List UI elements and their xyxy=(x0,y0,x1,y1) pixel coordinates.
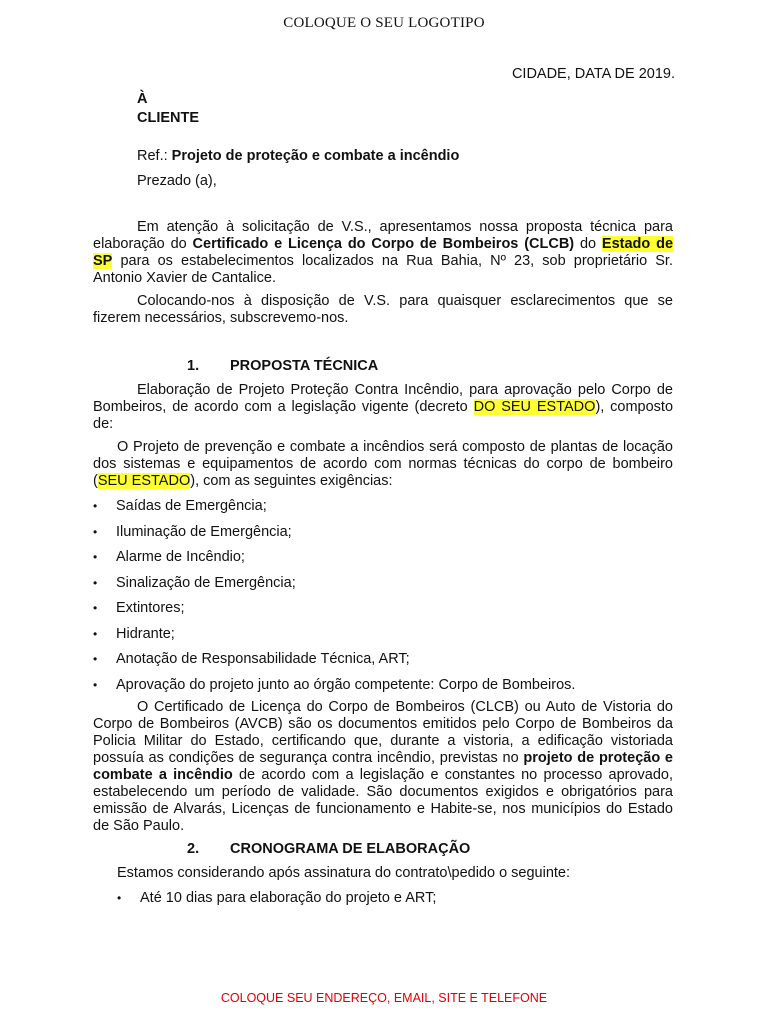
list-item: • Saídas de Emergência; xyxy=(93,498,693,524)
s1p2-highlight: SEU ESTADO xyxy=(97,473,191,489)
greeting: Prezado (a), xyxy=(137,173,217,189)
requirements-list xyxy=(93,498,693,702)
intro-paragraph-2: Colocando-nos à disposição de V.S. para quaisquer esclarecimentos que se fizerem necessários, subscrevemo-nos. xyxy=(93,293,673,326)
section-1-paragraph-3 xyxy=(93,699,673,835)
intro-text-c: para os estabelecimentos localizados na Rua Bahia, Nº 23, sob proprietário Sr. Antonio Xavier de Cantalice. xyxy=(93,253,673,286)
section-1-title: PROPOSTA TÉCNICA xyxy=(230,358,379,374)
recipient-line-1: À xyxy=(137,91,148,107)
schedule-list xyxy=(117,890,717,916)
list-item: • Até 10 dias para elaboração do projeto e ART; xyxy=(117,890,717,916)
reference-line xyxy=(137,148,459,164)
s1p3-text-a: O Certificado de Licença do Corpo de Bombeiros (CLCB) ou Auto de Vistoria do Corpo de Bombeiros (AVCB) são os documentos emitidos pelo Corpo de Bombeiros da Policia Militar do Estado, certificando que, durante a vistoria, a edificação vistoriada possuía as condições de segurança contra incêndio, previstas no xyxy=(93,699,673,766)
section-1-paragraph-2 xyxy=(93,439,673,490)
section-2-number: 2. xyxy=(187,841,200,857)
s1p1-text-b: ), composto de: xyxy=(93,399,674,432)
reference-label: Ref.: xyxy=(137,148,172,164)
list-item: • Alarme de Incêndio; xyxy=(93,549,693,575)
recipient-line-2: CLIENTE xyxy=(137,110,200,126)
list-item: • Sinalização de Emergência; xyxy=(93,575,693,601)
list-item: • Hidrante; xyxy=(93,626,693,652)
section-1-paragraph-1 xyxy=(93,382,673,433)
list-item: • Aprovação do projeto junto ao órgão competente: Corpo de Bombeiros. xyxy=(93,677,693,703)
city-date-line: CIDADE, DATA DE 2019. xyxy=(511,66,675,82)
s1p3-text-b: de acordo com a legislação e constantes no processo aprovado, estabelecendo um período de validade. São documentos exigidos e obrigatórios para emissão de Alvarás, Licenças de funcionamento e Habite-se, nos municípios do Estado de São Paulo. xyxy=(93,767,673,834)
section-1-number: 1. xyxy=(187,358,200,374)
section-2-title: CRONOGRAMA DE ELABORAÇÃO xyxy=(230,841,471,857)
s1p1-text-a: Elaboração de Projeto Proteção Contra Incêndio, para aprovação pelo Corpo de Bombeiros, de acordo com a legislação vigente (decreto xyxy=(93,382,673,415)
s1p1-highlight: DO SEU ESTADO xyxy=(473,399,596,415)
section-2-paragraph-1: Estamos considerando após assinatura do contrato\pedido o seguinte: xyxy=(117,865,571,881)
reference-subject: Projeto de proteção e combate a incêndio xyxy=(171,148,460,164)
list-item: • Anotação de Responsabilidade Técnica, ART; xyxy=(93,651,693,677)
logo-placeholder: COLOQUE O SEU LOGOTIPO xyxy=(283,15,485,31)
s1p2-text-b: ), com as seguintes exigências: xyxy=(190,473,393,489)
intro-highlight-state: Estado de SP xyxy=(93,236,674,269)
intro-text-b: do xyxy=(574,236,602,252)
s1p3-bold: projeto de proteção e combate a incêndio xyxy=(93,750,673,783)
s1p2-text-a: O Projeto de prevenção e combate a incêndios será composto de plantas de locação dos sistemas e equipamentos de acordo com normas técnicas do corpo de bombeiro ( xyxy=(93,439,673,489)
list-item: • Extintores; xyxy=(93,600,693,626)
list-item: • Iluminação de Emergência; xyxy=(93,524,693,550)
recipient-block xyxy=(137,90,199,128)
intro-text-a: Em atenção à solicitação de V.S., apresentamos nossa proposta técnica para elaboração do xyxy=(93,219,673,252)
intro-paragraph-1 xyxy=(93,219,673,287)
footer-contact-placeholder: COLOQUE SEU ENDEREÇO, EMAIL, SITE E TELEFONE xyxy=(220,991,548,1005)
intro-bold-clcb: Certificado e Licença do Corpo de Bombeiros (CLCB) xyxy=(192,236,575,252)
